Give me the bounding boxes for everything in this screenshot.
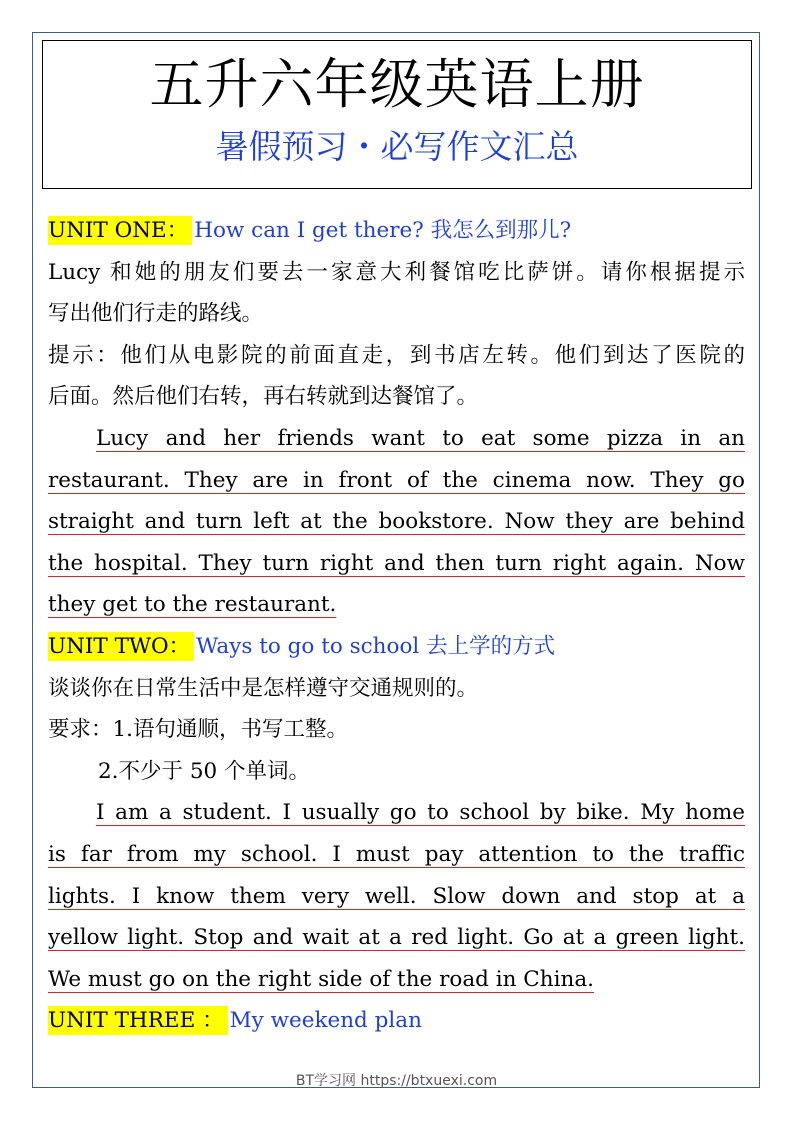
unit-one-prompt-line: 后面。然后他们右转，再右转就到达餐馆了。 [48, 384, 479, 410]
unit-two-prompt-line: 谈谈你在日常生活中是怎样遵守交通规则的。 [48, 675, 479, 701]
unit-one-essay-line [48, 501, 745, 543]
unit-two-essay-line [48, 834, 745, 876]
unit-two-essay-line [48, 959, 745, 1001]
title-box [42, 40, 752, 189]
essay-text: Lucy and her friends want to eat some pizza in an [96, 425, 745, 451]
essay-text: lights. I know them very well. Slow down and stop at a [48, 883, 745, 909]
unit-one-label: UNIT ONE： [48, 216, 192, 245]
unit-one-prompt-line: Lucy 和她的朋友们要去一家意大利餐馆吃比萨饼。请你根据提示 [48, 259, 745, 285]
unit-one-essay-line [48, 460, 745, 502]
unit-one-essay-line [48, 418, 745, 460]
unit-one-heading [48, 210, 745, 252]
footer-watermark: BT学习网 https://btxuexi.com [295, 1073, 498, 1089]
unit-three-heading [48, 1000, 745, 1042]
unit-one-topic: How can I get there? 我怎么到那儿? [194, 218, 572, 243]
unit-two-essay-line [48, 876, 745, 918]
essay-text: they get to the restaurant. [48, 592, 337, 618]
unit-two-topic: Ways to go to school 去上学的方式 [196, 633, 556, 659]
essay-text: restaurant. They are in front of the cinema now. They go [48, 467, 745, 493]
unit-two-prompt-line: 2.不少于 50 个单词。 [98, 758, 311, 784]
unit-three-topic: My weekend plan [229, 1008, 422, 1034]
unit-one-essay-line [48, 584, 745, 626]
unit-three-label: UNIT THREE ： [48, 1006, 228, 1035]
unit-two-essay-line [48, 917, 745, 959]
essay-text: I am a student. I usually go to school by bike. My home [96, 800, 745, 826]
unit-two-heading [48, 626, 745, 668]
unit-one-prompt-line: 提示：他们从电影院的前面直走，到书店左转。他们到达了医院的 [48, 342, 745, 368]
page-title: 五升六年级英语上册 [149, 53, 645, 116]
unit-one-prompt-line: 写出他们行走的路线。 [48, 301, 264, 327]
document-body [48, 210, 745, 1042]
essay-text: the hospital. They turn right and then turn right again. Now [48, 550, 745, 576]
unit-one-essay-line [48, 543, 745, 585]
essay-text: We must go on the right side of the road in China. [48, 966, 594, 992]
essay-text: yellow light. Stop and wait at a red light. Go at a green light. [48, 925, 745, 951]
unit-two-essay-line [48, 792, 745, 834]
essay-text: straight and turn left at the bookstore. Now they are behind [48, 509, 745, 535]
page-subtitle: 暑假预习・必写作文汇总 [215, 127, 579, 166]
essay-text: is far from my school. I must pay attention to the traffic [48, 841, 745, 867]
unit-two-prompt-line: 要求：1.语句通顺，书写工整。 [48, 717, 349, 743]
unit-two-label: UNIT TWO： [48, 632, 194, 661]
